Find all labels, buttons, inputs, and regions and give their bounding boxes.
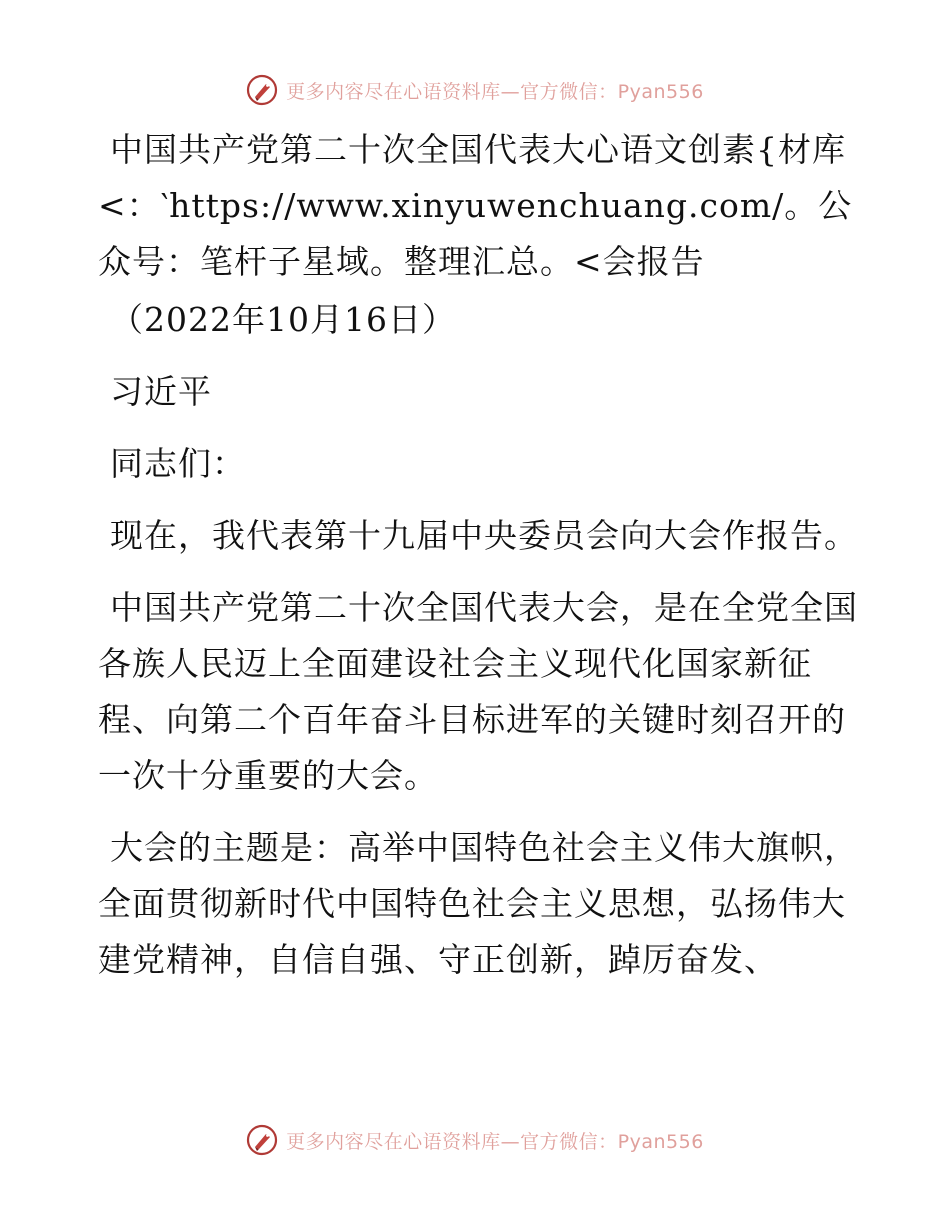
header-watermark-banner xyxy=(0,68,950,112)
document-date: （2022年10月16日） xyxy=(110,300,456,339)
footer-watermark-text: 更多内容尽在心语资料库—官方微信：Pyan556 xyxy=(286,1130,704,1153)
body-paragraph: 中国共产党第二十次全国代表大会，是在全党全国各族人民迈上全面建设社会主义现代化国家新征程、向第二个百年奋斗目标进军的关键时刻召开的一次十分重要的大会。 xyxy=(98,588,858,795)
pen-nib-logo-icon xyxy=(246,1124,278,1156)
body-paragraph: 现在，我代表第十九届中央委员会向大会作报告。 xyxy=(110,516,858,555)
document-author: 习近平 xyxy=(110,372,212,411)
pen-nib-logo-icon xyxy=(246,74,278,106)
footer-watermark-banner xyxy=(0,1118,950,1162)
document-salutation: 同志们： xyxy=(110,444,246,483)
body-paragraph: 大会的主题是：高举中国特色社会主义伟大旗帜，全面贯彻新时代中国特色社会主义思想，弘扬伟大建党精神，自信自强、守正创新，踔厉奋发、 xyxy=(98,828,858,979)
document-title-paragraph: 中国共产党第二十次全国代表大心语文创素{材库<：‵https://www.xinyuwenchuang.com/。公众号：笔杆子星域。整理汇总。<会报告 xyxy=(98,130,853,281)
document-body xyxy=(98,122,858,990)
header-watermark-text: 更多内容尽在心语资料库—官方微信：Pyan556 xyxy=(286,80,704,103)
